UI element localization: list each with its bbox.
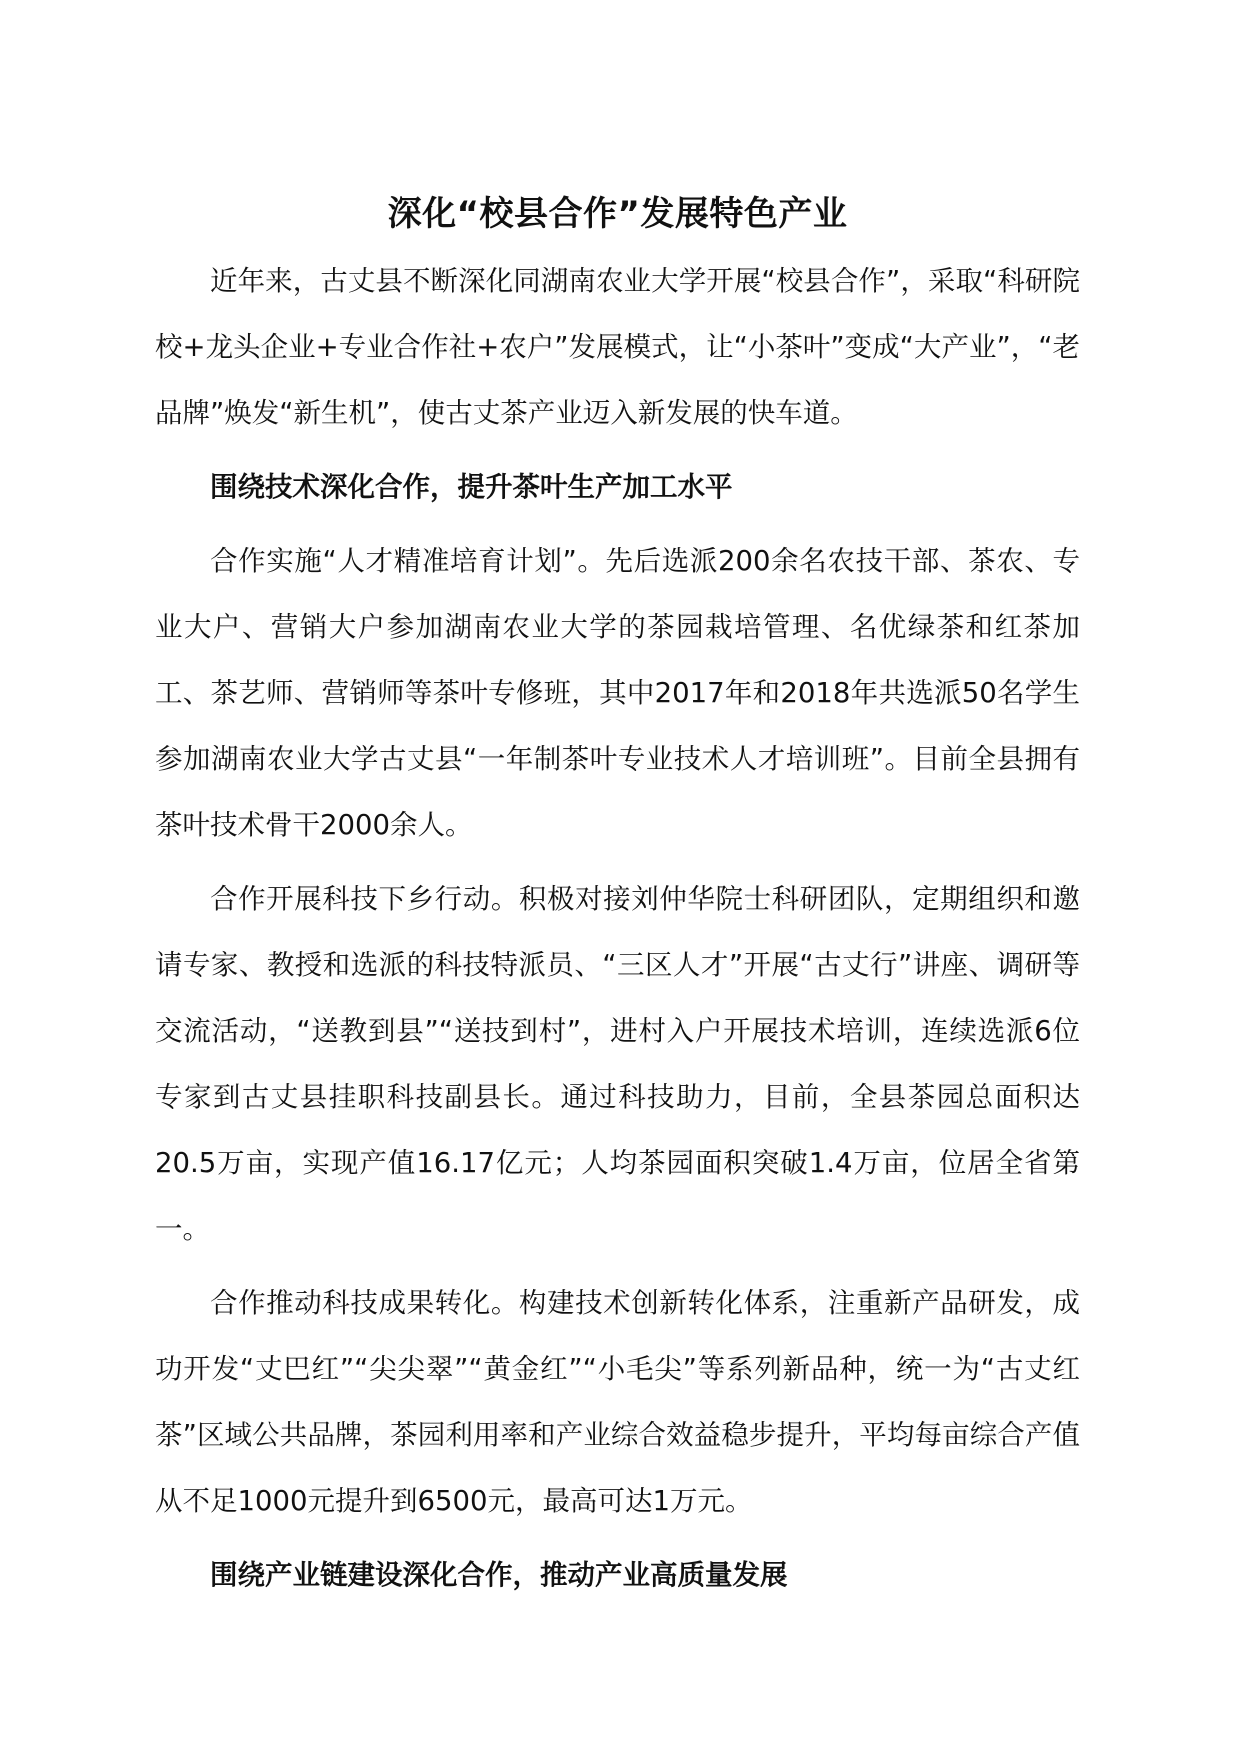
intro-paragraph: 近年来，古丈县不断深化同湖南农业大学开展“校县合作”，采取“科研院校+龙头企业+专业合作社+农户”发展模式，让“小茶叶”变成“大产业”，“老品牌”焕发“新生机”，使古丈茶产业迈入新发展的快车道。 xyxy=(155,265,1080,429)
section-heading-technology: 围绕技术深化合作，提升茶叶生产加工水平 xyxy=(210,471,733,503)
document-title: 深化“校县合作”发展特色产业 xyxy=(387,194,848,234)
document-page xyxy=(155,190,1080,1616)
paragraph-talent-training: 合作实施“人才精准培育计划”。先后选派200余名农技干部、茶农、专业大户、营销大户参加湖南农业大学的茶园栽培管理、名优绿茶和红茶加工、茶艺师、营销师等茶叶专修班，其中2017年和2018年共选派50名学生参加湖南农业大学古丈县“一年制茶叶专业技术人才培训班”。目前全县拥有茶叶技术骨干2000余人。 xyxy=(155,545,1080,841)
section-heading-industry-chain: 围绕产业链建设深化合作，推动产业高质量发展 xyxy=(210,1559,788,1591)
paragraph-tech-transfer: 合作推动科技成果转化。构建技术创新转化体系，注重新产品研发，成功开发“丈巴红”“尖尖翠”“黄金红”“小毛尖”等系列新品种，统一为“古丈红茶”区域公共品牌，茶园利用率和产业综合效益稳步提升，平均每亩综合产值从不足1000元提升到6500元，最高可达1万元。 xyxy=(155,1287,1080,1517)
paragraph-tech-outreach: 合作开展科技下乡行动。积极对接刘仲华院士科研团队，定期组织和邀请专家、教授和选派的科技特派员、“三区人才”开展“古丈行”讲座、调研等交流活动，“送教到县”“送技到村”，进村入户开展技术培训，连续选派6位专家到古丈县挂职科技副县长。通过科技助力，目前，全县茶园总面积达20.5万亩，实现产值16.17亿元；人均茶园面积突破1.4万亩，位居全省第一。 xyxy=(155,883,1080,1245)
